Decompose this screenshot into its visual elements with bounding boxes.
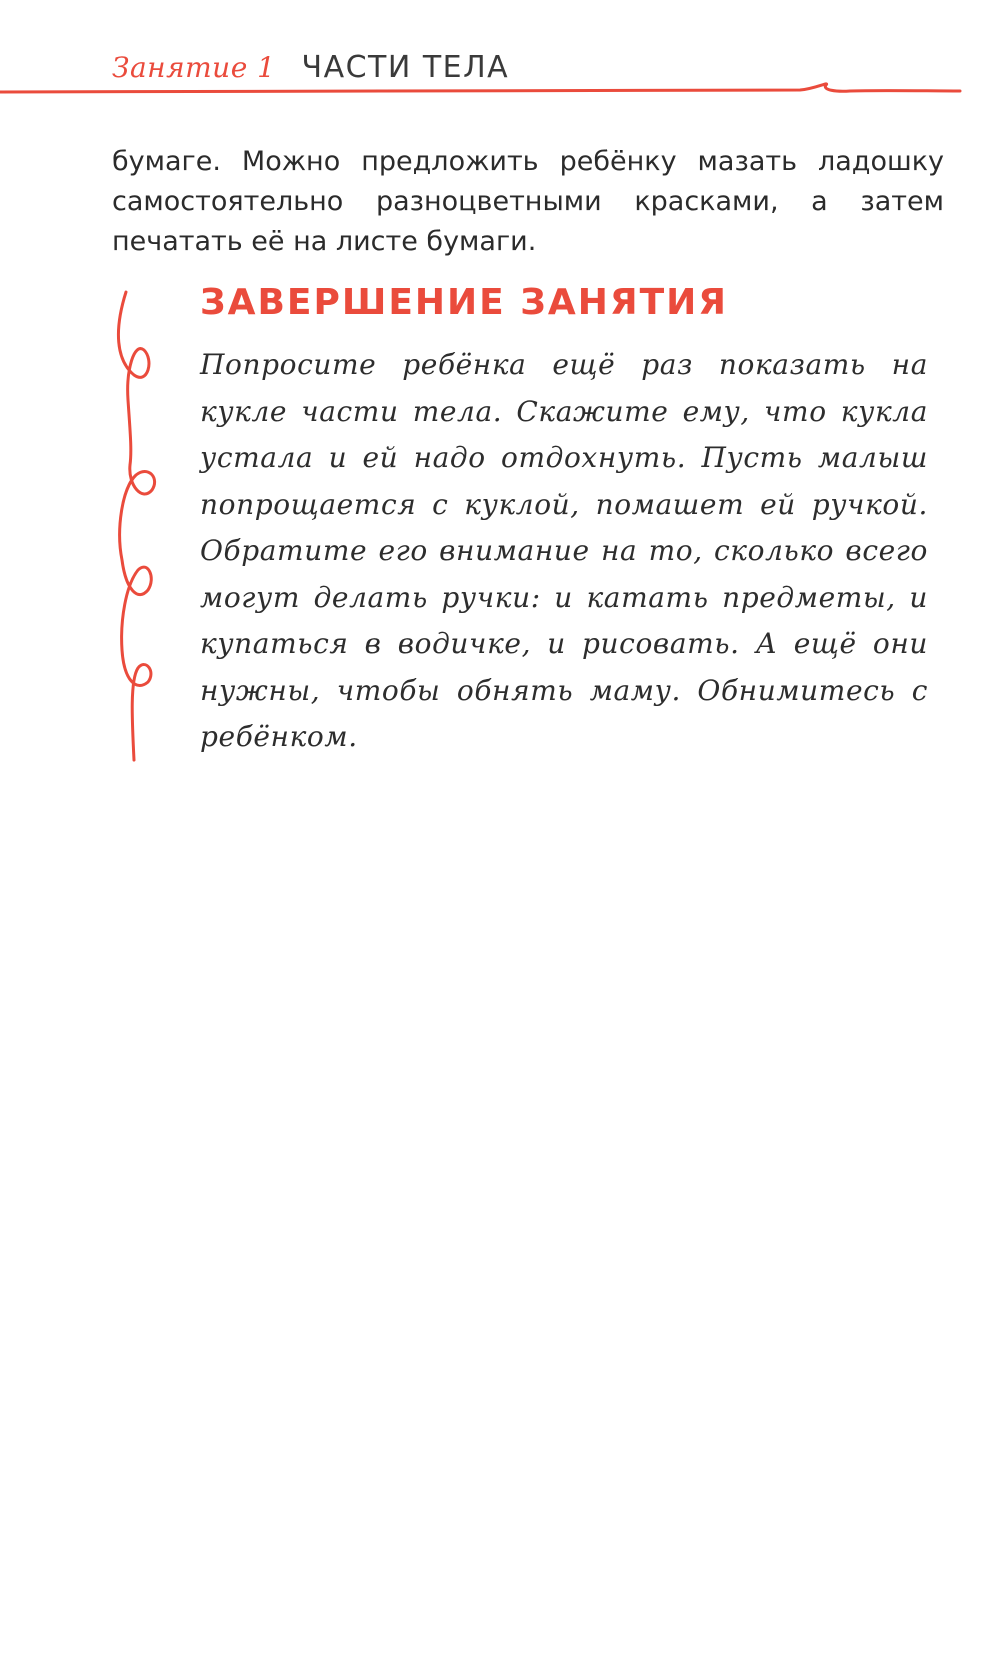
header-divider [0,76,1000,106]
lesson-label: Занятие 1 [112,51,276,84]
topic-title: ЧАСТИ ТЕЛА [301,50,510,85]
intro-paragraph: бумаге. Можно предложить ребёнку мазать ладошку самостоятельно разноцветными красками, а затем печатать её на листе бумаги. [112,146,944,257]
section-heading: ЗАВЕРШЕНИЕ ЗАНЯТИЯ [200,282,728,323]
section-body-text: Попросите ребёнка ещё раз показать на кукле части тела. Скажите ему, что кукла устала и ей надо отдохнуть. Пусть малыш попрощается с куклой, помашет ей ручкой. Обратите его внимание на то, сколько всего могут делать ручки: и катать предметы, и купаться в водичке, и рисовать. А ещё они нужны, чтобы обнять маму. Обнимитесь с ребёнком. [200,348,928,753]
swirl-ornament [108,290,178,820]
